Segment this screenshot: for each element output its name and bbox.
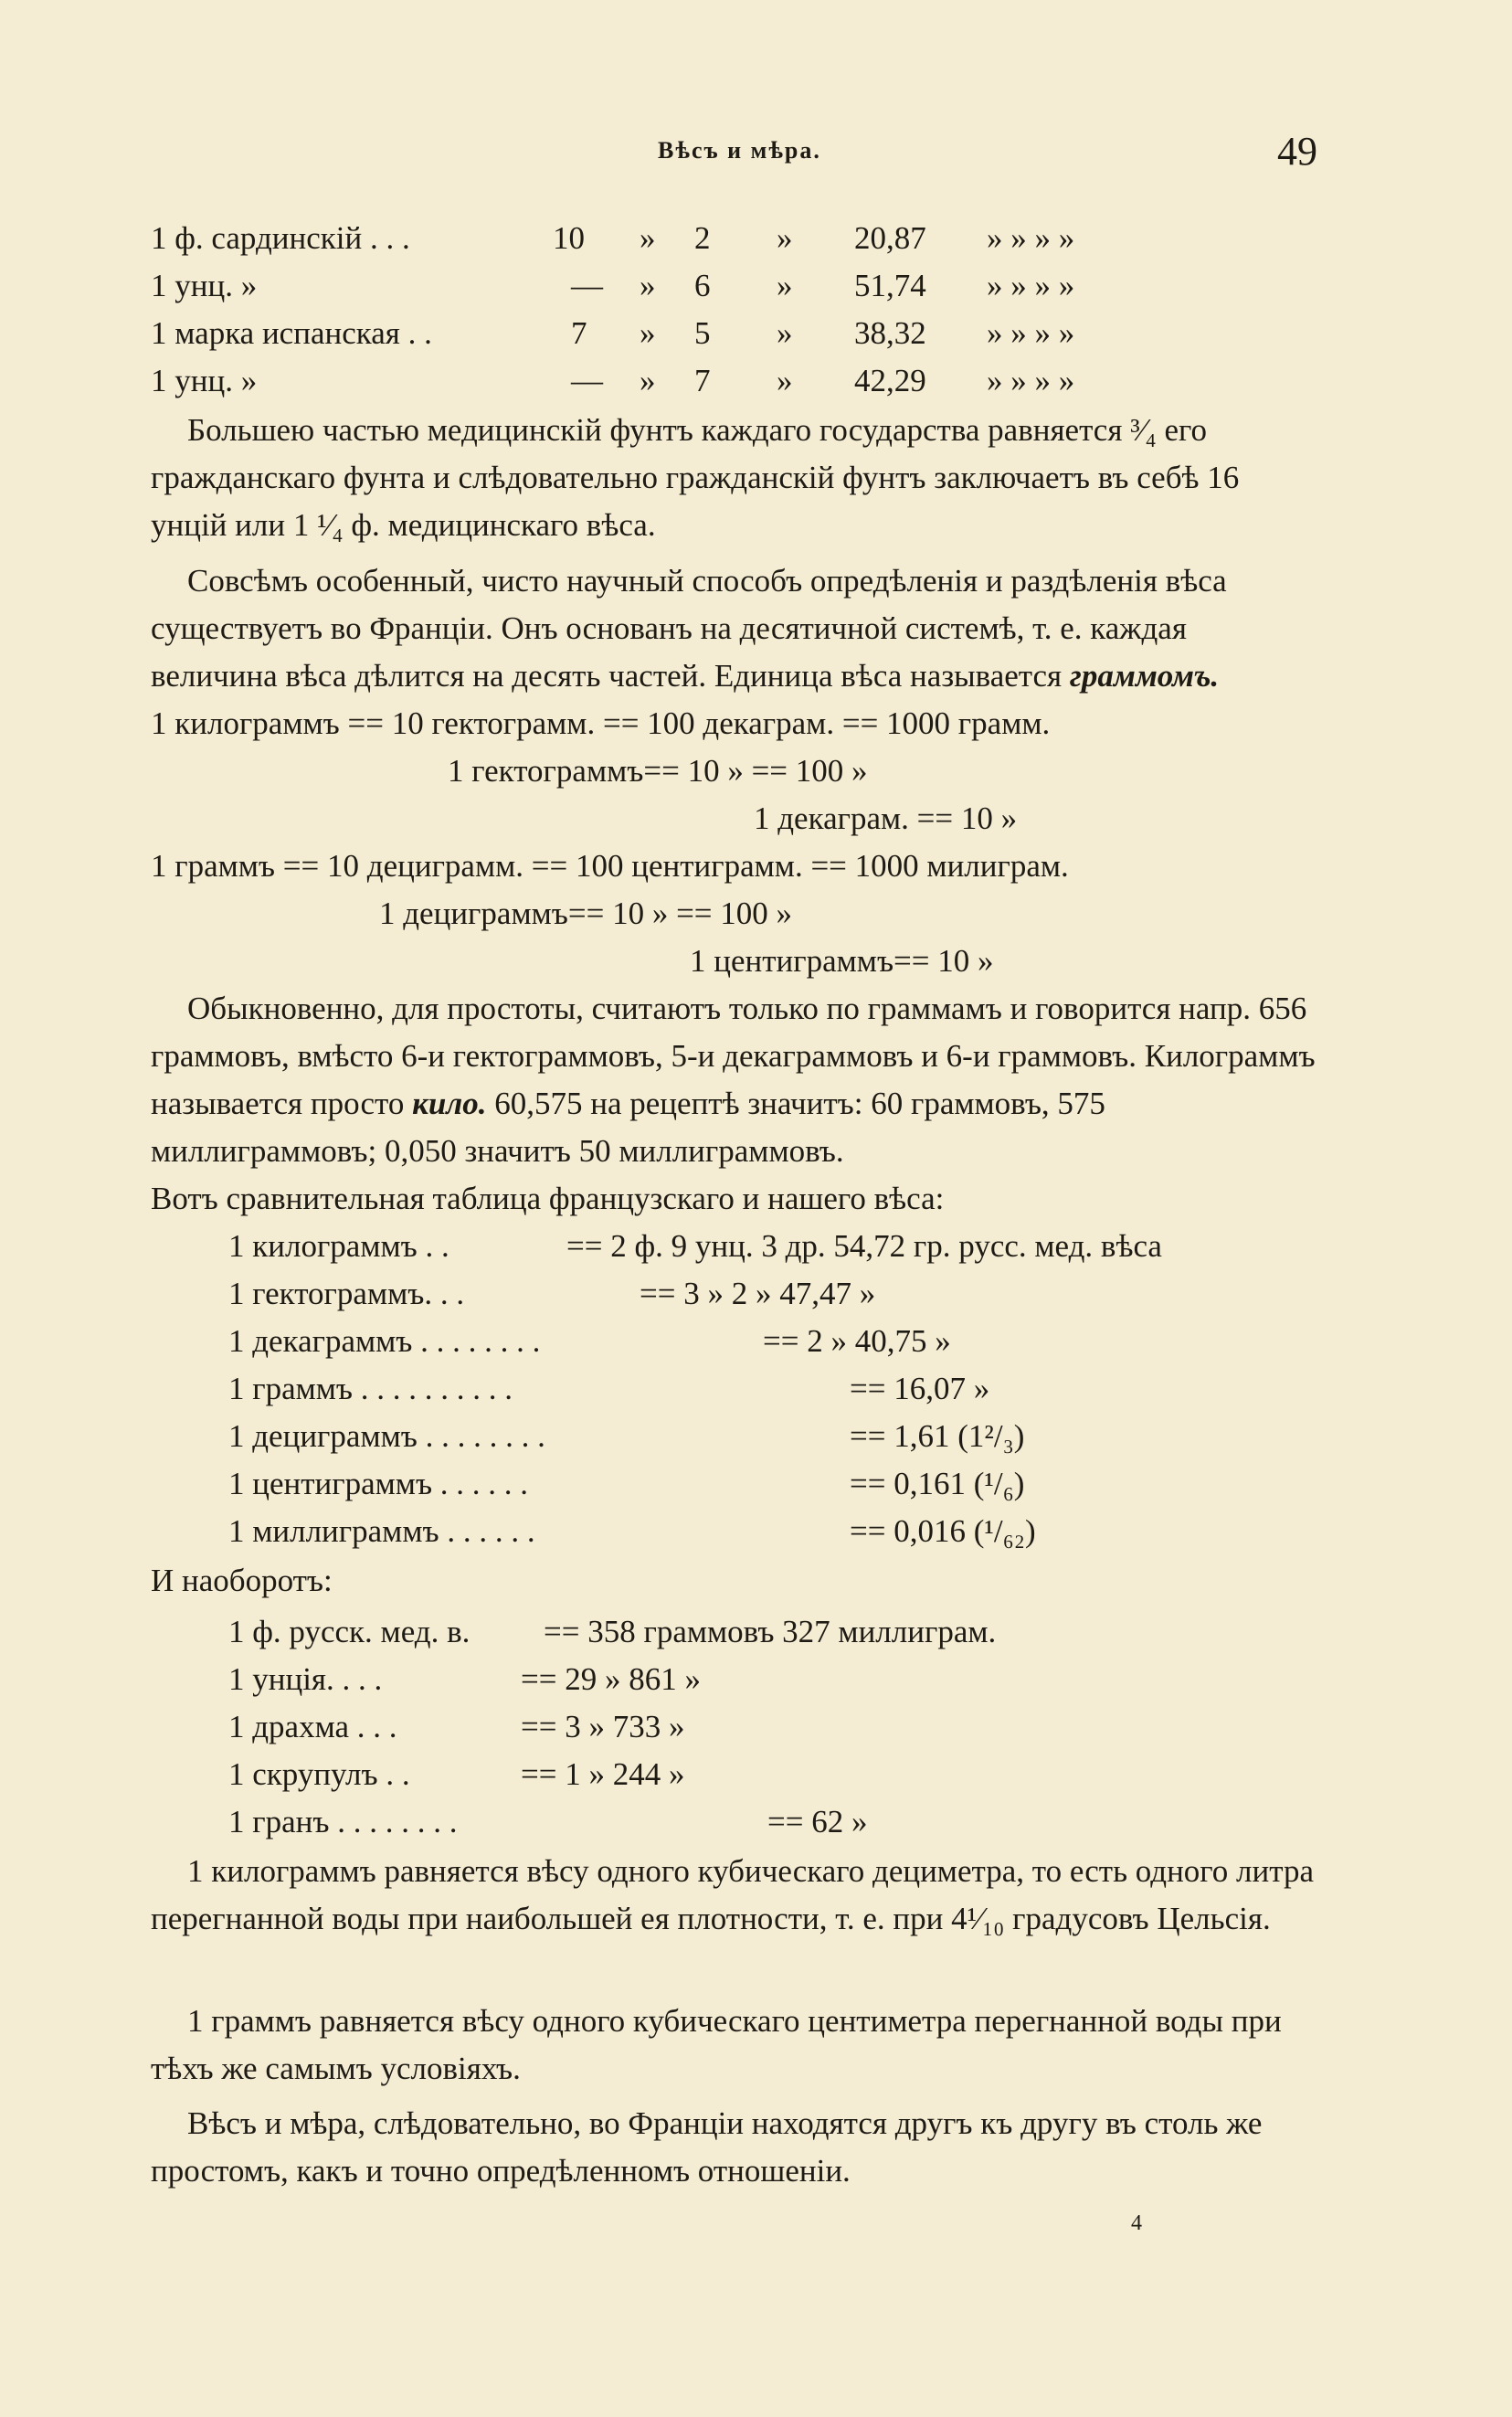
- paragraph-french-system: Совсѣмъ особенный, чисто научный способъ опредѣленія и раздѣленія вѣса существуетъ во Франціи. Онъ основанъ на десятичной системѣ, т. е. каждая величина вѣса дѣлится на десять частей. Единица вѣса называется граммомъ.: [151, 563, 1227, 694]
- metric-line: 1 декаграм. == 10 »: [754, 800, 1018, 836]
- term-kilo: кило.: [412, 1086, 487, 1121]
- paragraph-kilogram-definition: 1 килограммъ равняется вѣсу одного кубическаго дециметра, то есть одного литра перегнанной воды при наибольшей ея плотности, т. е. при 4¹⁄₁₀ градусовъ Цельсія.: [151, 1853, 1314, 1936]
- table-row: 1 центиграммъ . . . . . . == 0,161 (¹/₆): [228, 1466, 1025, 1501]
- table-row: 1 ф. сардинскій . . . 10 » 2 » 20,87 » » » »: [151, 220, 1075, 256]
- table-row: 1 унц. » — » 7 » 42,29 » » » »: [151, 363, 1075, 398]
- table-row: 1 дециграммъ . . . . . . . . == 1,61 (1²/₃): [228, 1418, 1025, 1454]
- paragraph-grams: Обыкновенно, для простоты, считаютъ только по граммамъ и говорится напр. 656 граммовъ, вмѣсто 6-и гектограммовъ, 5-и декаграммовъ и 6-и граммовъ. Килограммъ называется просто кило. 60,575 на рецептѣ значитъ: 60 граммовъ, 575 миллиграммовъ; 0,050 значитъ 50 миллиграммовъ. Вотъ сравнительная таблица французскаго и нашего вѣса:: [151, 991, 1316, 1216]
- table-row: 1 килограммъ . . == 2 ф. 9 унц. 3 др. 54,72 гр. русс. мед. вѣса: [228, 1228, 1162, 1264]
- page-number: 49: [1277, 129, 1317, 174]
- metric-line: 1 килограммъ == 10 гектограмм. == 100 декаграм. == 1000 грамм.: [151, 705, 1051, 741]
- reverse-heading: И наоборотъ:: [151, 1563, 333, 1598]
- table-row: 1 унція. . . . == 29 » 861 »: [228, 1661, 701, 1697]
- table-row: 1 декаграммъ . . . . . . . . == 2 » 40,75 »: [228, 1323, 951, 1359]
- table-row: 1 марка испанская . . 7 » 5 » 38,32 » » » »: [151, 315, 1075, 351]
- running-title: Вѣсъ и мѣра.: [658, 137, 821, 164]
- paragraph-conclusion: Вѣсъ и мѣра, слѣдовательно, во Франціи находятся другъ къ другу въ столь же простомъ, какъ и точно опредѣленномъ отношеніи.: [151, 2105, 1263, 2189]
- table-row: 1 скрупулъ . . == 1 » 244 »: [228, 1756, 685, 1792]
- table-row: 1 граммъ . . . . . . . . . . == 16,07 »: [228, 1371, 990, 1406]
- table-row: 1 гранъ . . . . . . . . == 62 »: [228, 1804, 868, 1839]
- table-row: 1 драхма . . . == 3 » 733 »: [228, 1709, 685, 1744]
- metric-line: 1 гектограммъ== 10 » == 100 »: [448, 753, 868, 789]
- paragraph-medical-pound: Большею частью медицинскій фунтъ каждаго государства равняется ³⁄₄ его гражданскаго фунта и слѣдовательно гражданскій фунтъ заключаетъ въ себѣ 16 унцій или 1 ¹⁄₄ ф. медицинскаго вѣса.: [151, 412, 1240, 543]
- table-row: 1 гектограммъ. . . == 3 » 2 » 47,47 »: [228, 1276, 876, 1311]
- table-row: 1 ф. русск. мед. в. == 358 граммовъ 327 миллиграм.: [228, 1614, 997, 1649]
- table-row: 1 унц. » — » 6 » 51,74 » » » »: [151, 268, 1075, 303]
- metric-line: 1 центиграммъ== 10 »: [690, 943, 994, 979]
- metric-line: 1 граммъ == 10 дециграмм. == 100 центиграмм. == 1000 милиграм.: [151, 848, 1069, 884]
- paragraph-gram-definition: 1 граммъ равняется вѣсу одного кубическаго центиметра перегнанной воды при тѣхъ же самымъ условіяхъ.: [151, 2003, 1282, 2086]
- term-gram: граммомъ.: [1069, 658, 1220, 694]
- running-header: [0, 128, 1512, 183]
- table-row: 1 миллиграммъ . . . . . . == 0,016 (¹/₆₂): [228, 1513, 1036, 1549]
- signature-mark: 4: [1131, 2211, 1142, 2235]
- metric-line: 1 дециграммъ== 10 » == 100 »: [379, 896, 793, 931]
